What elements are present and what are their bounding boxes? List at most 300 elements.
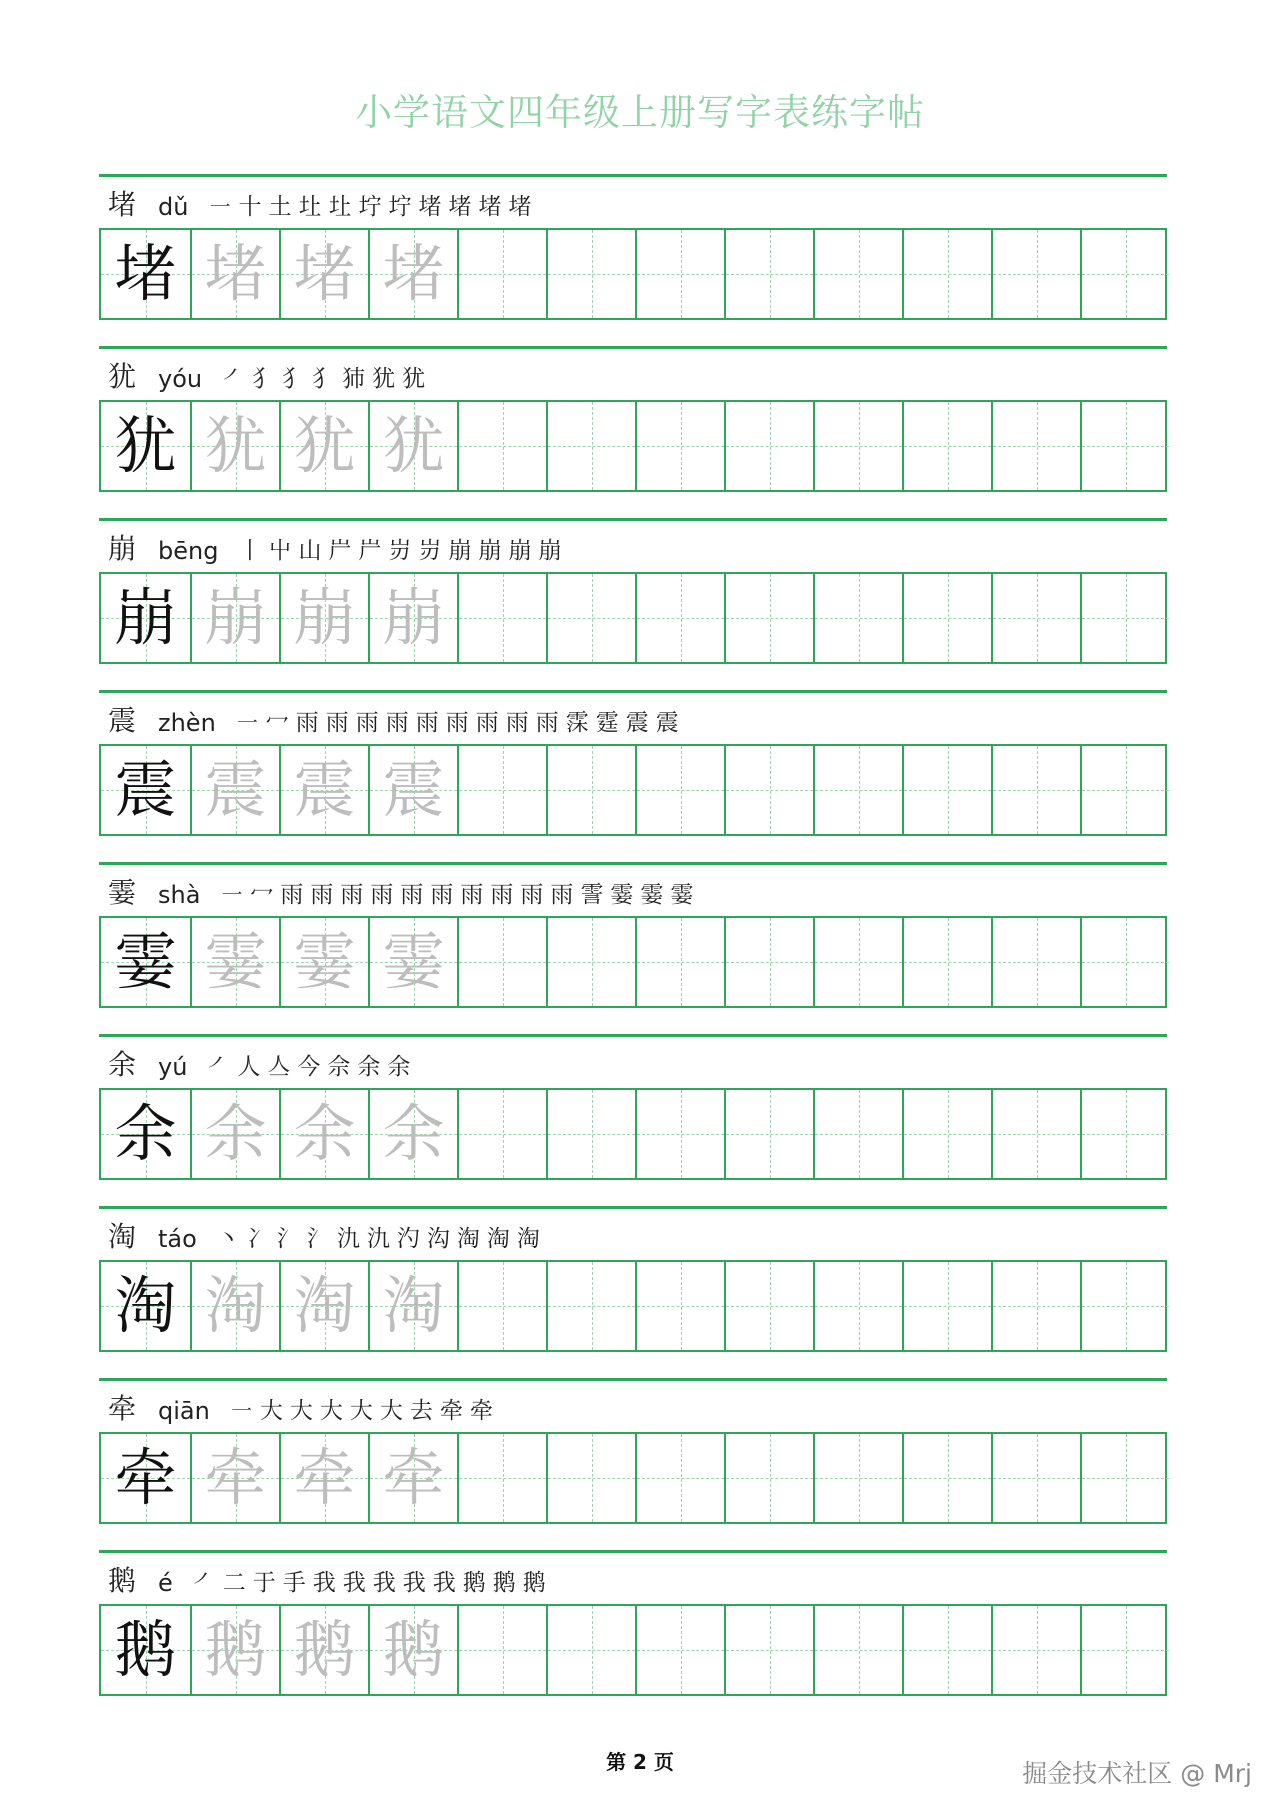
guide-line-vertical	[592, 1606, 593, 1694]
char-info	[108, 704, 686, 738]
practice-cell	[457, 746, 546, 834]
stroke-step: 氿	[366, 1226, 390, 1252]
char-info	[108, 188, 538, 222]
trace-character: 淘	[382, 1269, 445, 1342]
stroke-step: 淘	[516, 1226, 540, 1252]
stroke-step: 鹅	[462, 1570, 486, 1596]
pinyin: dǔ	[158, 193, 189, 221]
stroke-step: 屵	[328, 538, 352, 564]
pinyin: bēng	[158, 537, 219, 565]
model-cell	[101, 230, 190, 318]
stroke-step: 淘	[486, 1226, 510, 1252]
guide-line-vertical	[592, 746, 593, 834]
guide-line-vertical	[770, 402, 771, 490]
guide-line-vertical	[1037, 1262, 1038, 1350]
practice-cell	[902, 1434, 991, 1522]
guide-line-vertical	[503, 402, 504, 490]
trace-character: 淘	[293, 1269, 356, 1342]
practice-cell	[457, 230, 546, 318]
stroke-step: 冫	[246, 1226, 270, 1252]
stroke-step: ㇐	[220, 882, 244, 908]
stroke-step: 堵	[508, 194, 532, 220]
row-divider	[99, 862, 1167, 865]
practice-cell	[546, 1606, 635, 1694]
guide-line-vertical	[592, 1434, 593, 1522]
trace-character: 崩	[204, 581, 267, 654]
guide-line-vertical	[1126, 1090, 1127, 1178]
stroke-step: 丶	[216, 1226, 240, 1252]
writing-grid	[99, 1432, 1167, 1524]
model-cell	[101, 1090, 190, 1178]
trace-cell	[368, 402, 457, 490]
guide-line-vertical	[592, 402, 593, 490]
practice-cell	[546, 574, 635, 662]
guide-line-vertical	[592, 1262, 593, 1350]
guide-line-vertical	[770, 230, 771, 318]
stroke-step: 今	[297, 1054, 321, 1080]
practice-cell	[635, 1262, 724, 1350]
stroke-step: 大	[259, 1398, 283, 1424]
guide-line-vertical	[948, 1262, 949, 1350]
practice-cell	[457, 1606, 546, 1694]
char-info	[108, 1220, 547, 1254]
practice-cell	[457, 1090, 546, 1178]
char-info	[108, 1564, 553, 1598]
stroke-step: 我	[342, 1570, 366, 1596]
practice-cell	[902, 746, 991, 834]
practice-cell	[1080, 746, 1169, 834]
practice-cell	[991, 746, 1080, 834]
watermark: 掘金技术社区 @ Mrj	[1022, 1759, 1252, 1788]
trace-cell	[190, 402, 279, 490]
stroke-step: 霆	[595, 710, 619, 736]
trace-character: 鹅	[204, 1613, 267, 1686]
practice-row	[99, 174, 1167, 329]
trace-cell	[368, 918, 457, 1006]
trace-character: 淘	[204, 1269, 267, 1342]
guide-line-vertical	[503, 1606, 504, 1694]
guide-line-vertical	[1037, 918, 1038, 1006]
guide-line-vertical	[681, 918, 682, 1006]
guide-line-vertical	[859, 918, 860, 1006]
practice-cell	[902, 918, 991, 1006]
guide-line-vertical	[948, 746, 949, 834]
stroke-order	[217, 1224, 547, 1254]
practice-cell	[457, 402, 546, 490]
stroke-step: 雨	[460, 882, 484, 908]
stroke-step: 霅	[580, 882, 604, 908]
stroke-step: 圵	[298, 194, 322, 220]
stroke-step: 犭	[252, 366, 276, 392]
trace-character: 牵	[293, 1441, 356, 1514]
stroke-step: 雨	[490, 882, 514, 908]
trace-character: 震	[382, 753, 445, 826]
stroke-step: 雨	[295, 710, 319, 736]
stroke-step: 雨	[310, 882, 334, 908]
practice-cell	[1080, 1606, 1169, 1694]
practice-cell	[546, 1090, 635, 1178]
practice-cell	[724, 1434, 813, 1522]
guide-line-vertical	[681, 1606, 682, 1694]
practice-cell	[902, 402, 991, 490]
trace-cell	[368, 230, 457, 318]
pinyin: yú	[158, 1053, 188, 1081]
practice-cell	[724, 918, 813, 1006]
stroke-step: 冖	[265, 710, 289, 736]
guide-line-vertical	[859, 402, 860, 490]
stroke-step: 余	[387, 1054, 411, 1080]
stroke-step: 崩	[538, 538, 562, 564]
model-cell	[101, 746, 190, 834]
guide-line-vertical	[859, 230, 860, 318]
practice-cell	[991, 1262, 1080, 1350]
practice-cell	[813, 1606, 902, 1694]
trace-character: 堵	[293, 237, 356, 310]
trace-cell	[190, 1434, 279, 1522]
stroke-step: 犹	[372, 366, 396, 392]
trace-cell	[368, 1262, 457, 1350]
stroke-order	[238, 536, 568, 566]
stroke-step: 屵	[358, 538, 382, 564]
model-cell	[101, 918, 190, 1006]
guide-line-vertical	[770, 746, 771, 834]
guide-line-vertical	[1037, 746, 1038, 834]
guide-line-vertical	[1126, 918, 1127, 1006]
practice-cell	[724, 1090, 813, 1178]
guide-line-vertical	[1037, 1434, 1038, 1522]
practice-cell	[813, 230, 902, 318]
model-cell	[101, 402, 190, 490]
stroke-order	[220, 880, 700, 910]
guide-line-vertical	[948, 402, 949, 490]
trace-cell	[279, 746, 368, 834]
guide-line-vertical	[503, 918, 504, 1006]
page-title: 小学语文四年级上册写字表练字帖	[355, 91, 925, 134]
char-info	[108, 1392, 500, 1426]
guide-line-vertical	[592, 918, 593, 1006]
row-divider	[99, 1378, 1167, 1381]
trace-character: 霎	[382, 925, 445, 998]
guide-line-vertical	[1126, 574, 1127, 662]
stroke-step: 雨	[445, 710, 469, 736]
practice-row	[99, 1550, 1167, 1705]
practice-row	[99, 1034, 1167, 1189]
guide-line-vertical	[859, 1262, 860, 1350]
guide-line-vertical	[1126, 1262, 1127, 1350]
trace-cell	[279, 402, 368, 490]
row-divider	[99, 690, 1167, 693]
writing-grid	[99, 916, 1167, 1008]
stroke-order	[230, 1396, 500, 1426]
stroke-step: 牵	[439, 1398, 463, 1424]
practice-cell	[991, 574, 1080, 662]
guide-line-vertical	[859, 1434, 860, 1522]
trace-character: 崩	[382, 581, 445, 654]
trace-cell	[190, 574, 279, 662]
writing-grid	[99, 400, 1167, 492]
practice-cell	[1080, 1090, 1169, 1178]
stroke-step: 坾	[388, 194, 412, 220]
stroke-step: ㇒	[222, 366, 246, 392]
practice-cell	[813, 1090, 902, 1178]
stroke-step: 雨	[340, 882, 364, 908]
practice-cell	[991, 918, 1080, 1006]
trace-cell	[368, 1090, 457, 1178]
stroke-step: 我	[432, 1570, 456, 1596]
pinyin: qiān	[158, 1397, 210, 1425]
stroke-step: 沟	[426, 1226, 450, 1252]
practice-cell	[724, 1606, 813, 1694]
trace-cell	[279, 1434, 368, 1522]
pinyin: táo	[158, 1225, 197, 1253]
trace-character: 犹	[293, 409, 356, 482]
practice-cell	[813, 1434, 902, 1522]
stroke-step: 于	[252, 1570, 276, 1596]
model-character: 堵	[114, 237, 177, 310]
guide-line-vertical	[948, 574, 949, 662]
trace-cell	[279, 1606, 368, 1694]
writing-grid	[99, 1088, 1167, 1180]
practice-cell	[991, 1606, 1080, 1694]
practice-cell	[902, 230, 991, 318]
practice-row	[99, 1206, 1167, 1361]
row-divider	[99, 174, 1167, 177]
practice-row	[99, 346, 1167, 501]
stroke-order	[193, 1568, 553, 1598]
practice-cell	[724, 230, 813, 318]
stroke-step: 犭	[282, 366, 306, 392]
stroke-step: 十	[238, 194, 262, 220]
stroke-step: 冖	[250, 882, 274, 908]
stroke-step: 坾	[358, 194, 382, 220]
guide-line-vertical	[503, 1434, 504, 1522]
stroke-step: 雨	[355, 710, 379, 736]
trace-cell	[279, 574, 368, 662]
stroke-step: 大	[379, 1398, 403, 1424]
pinyin: zhèn	[158, 709, 216, 737]
pinyin: shà	[158, 881, 201, 909]
row-divider	[99, 1034, 1167, 1037]
trace-character: 余	[293, 1097, 356, 1170]
stroke-step: 雨	[535, 710, 559, 736]
stroke-order	[208, 192, 538, 222]
stroke-step: 大	[289, 1398, 313, 1424]
stroke-step: 堵	[418, 194, 442, 220]
model-character: 余	[114, 1097, 177, 1170]
guide-line-vertical	[948, 1606, 949, 1694]
model-character: 崩	[114, 581, 177, 654]
guide-line-vertical	[1037, 230, 1038, 318]
stroke-step: 霎	[640, 882, 664, 908]
practice-cell	[1080, 402, 1169, 490]
stroke-step: 氿	[336, 1226, 360, 1252]
stroke-step: ㇒	[207, 1054, 231, 1080]
stroke-order	[222, 364, 432, 394]
practice-cell	[813, 402, 902, 490]
model-character: 犹	[114, 409, 177, 482]
practice-cell	[457, 1262, 546, 1350]
guide-line-vertical	[770, 1090, 771, 1178]
guide-line-vertical	[681, 230, 682, 318]
trace-cell	[279, 230, 368, 318]
guide-line-vertical	[1126, 230, 1127, 318]
stroke-step: 汋	[396, 1226, 420, 1252]
guide-line-vertical	[1126, 402, 1127, 490]
practice-cell	[457, 574, 546, 662]
stroke-order	[207, 1052, 417, 1082]
guide-line-vertical	[770, 1606, 771, 1694]
practice-cell	[902, 1262, 991, 1350]
practice-cell	[1080, 1262, 1169, 1350]
stroke-step: 圵	[328, 194, 352, 220]
guide-line-vertical	[681, 1434, 682, 1522]
stroke-step: 雨	[475, 710, 499, 736]
guide-line-vertical	[592, 1090, 593, 1178]
char-label: 鹅	[108, 1564, 137, 1597]
stroke-step: 我	[372, 1570, 396, 1596]
stroke-step: 崩	[478, 538, 502, 564]
practice-cell	[991, 402, 1080, 490]
stroke-step: 土	[268, 194, 292, 220]
model-cell	[101, 574, 190, 662]
char-label: 震	[108, 704, 137, 737]
pinyin: é	[158, 1569, 173, 1597]
writing-grid	[99, 1260, 1167, 1352]
practice-cell	[546, 746, 635, 834]
guide-line-vertical	[681, 1262, 682, 1350]
guide-line-vertical	[948, 918, 949, 1006]
trace-character: 犹	[382, 409, 445, 482]
practice-cell	[546, 402, 635, 490]
practice-cell	[902, 574, 991, 662]
stroke-step: 崩	[508, 538, 532, 564]
practice-cell	[1080, 574, 1169, 662]
practice-cell	[635, 402, 724, 490]
guide-line-vertical	[1037, 402, 1038, 490]
guide-line-vertical	[1037, 1090, 1038, 1178]
guide-line-vertical	[503, 574, 504, 662]
stroke-step: 犹	[402, 366, 426, 392]
writing-grid	[99, 1604, 1167, 1696]
stroke-step: 堵	[478, 194, 502, 220]
guide-line-vertical	[503, 746, 504, 834]
practice-cell	[902, 1090, 991, 1178]
trace-character: 余	[382, 1097, 445, 1170]
stroke-step: 佘	[327, 1054, 351, 1080]
stroke-step: 雨	[505, 710, 529, 736]
trace-character: 震	[293, 753, 356, 826]
guide-line-vertical	[592, 230, 593, 318]
row-divider	[99, 346, 1167, 349]
char-label: 堵	[108, 188, 137, 221]
practice-cell	[635, 746, 724, 834]
guide-line-vertical	[1126, 1606, 1127, 1694]
trace-character: 鹅	[293, 1613, 356, 1686]
trace-character: 堵	[204, 237, 267, 310]
guide-line-vertical	[592, 574, 593, 662]
stroke-step: 山	[298, 538, 322, 564]
guide-line-vertical	[859, 746, 860, 834]
model-character: 震	[114, 753, 177, 826]
stroke-step: 崩	[448, 538, 472, 564]
char-label: 崩	[108, 532, 137, 565]
trace-cell	[368, 1434, 457, 1522]
stroke-step: 大	[349, 1398, 373, 1424]
guide-line-vertical	[1126, 1434, 1127, 1522]
stroke-step: 人	[237, 1054, 261, 1080]
trace-character: 鹅	[382, 1613, 445, 1686]
trace-character: 牵	[382, 1441, 445, 1514]
stroke-step: 岃	[388, 538, 412, 564]
trace-cell	[190, 1262, 279, 1350]
guide-line-vertical	[1126, 746, 1127, 834]
writing-grid	[99, 572, 1167, 664]
stroke-step: 屮	[268, 538, 292, 564]
practice-row	[99, 1378, 1167, 1533]
practice-cell	[457, 918, 546, 1006]
stroke-step: 我	[312, 1570, 336, 1596]
practice-cell	[635, 1090, 724, 1178]
guide-line-vertical	[948, 1090, 949, 1178]
practice-cell	[813, 746, 902, 834]
row-divider	[99, 1206, 1167, 1209]
practice-cell	[635, 918, 724, 1006]
stroke-step: 雨	[520, 882, 544, 908]
practice-cell	[991, 1090, 1080, 1178]
row-divider	[99, 518, 1167, 521]
stroke-step: 氵	[276, 1226, 300, 1252]
stroke-step: 雨	[280, 882, 304, 908]
stroke-step: ㇒	[192, 1570, 216, 1596]
stroke-step: 丨	[238, 538, 262, 564]
stroke-step: 雨	[550, 882, 574, 908]
stroke-step: 鹅	[492, 1570, 516, 1596]
trace-cell	[368, 746, 457, 834]
guide-line-vertical	[948, 230, 949, 318]
practice-row	[99, 518, 1167, 673]
stroke-step: 氵	[306, 1226, 330, 1252]
practice-cell	[635, 1606, 724, 1694]
guide-line-vertical	[503, 1262, 504, 1350]
practice-cell	[635, 1434, 724, 1522]
practice-cell	[991, 1434, 1080, 1522]
guide-line-vertical	[681, 1090, 682, 1178]
stroke-step: ㇐	[229, 1398, 253, 1424]
char-info	[108, 1048, 417, 1082]
trace-cell	[279, 918, 368, 1006]
stroke-step: 去	[409, 1398, 433, 1424]
trace-cell	[190, 1090, 279, 1178]
char-info	[108, 532, 568, 566]
stroke-step: 霎	[610, 882, 634, 908]
writing-grid	[99, 228, 1167, 320]
stroke-step: 鹅	[522, 1570, 546, 1596]
char-info	[108, 876, 700, 910]
practice-cell	[635, 230, 724, 318]
practice-cell	[813, 918, 902, 1006]
practice-cell	[813, 574, 902, 662]
practice-cell	[902, 1606, 991, 1694]
char-label: 牵	[108, 1392, 137, 1425]
stroke-step: 余	[357, 1054, 381, 1080]
guide-line-vertical	[503, 230, 504, 318]
guide-line-vertical	[859, 1606, 860, 1694]
model-cell	[101, 1434, 190, 1522]
stroke-step: 我	[402, 1570, 426, 1596]
stroke-step: 雨	[385, 710, 409, 736]
char-info	[108, 360, 432, 394]
practice-cell	[546, 1434, 635, 1522]
